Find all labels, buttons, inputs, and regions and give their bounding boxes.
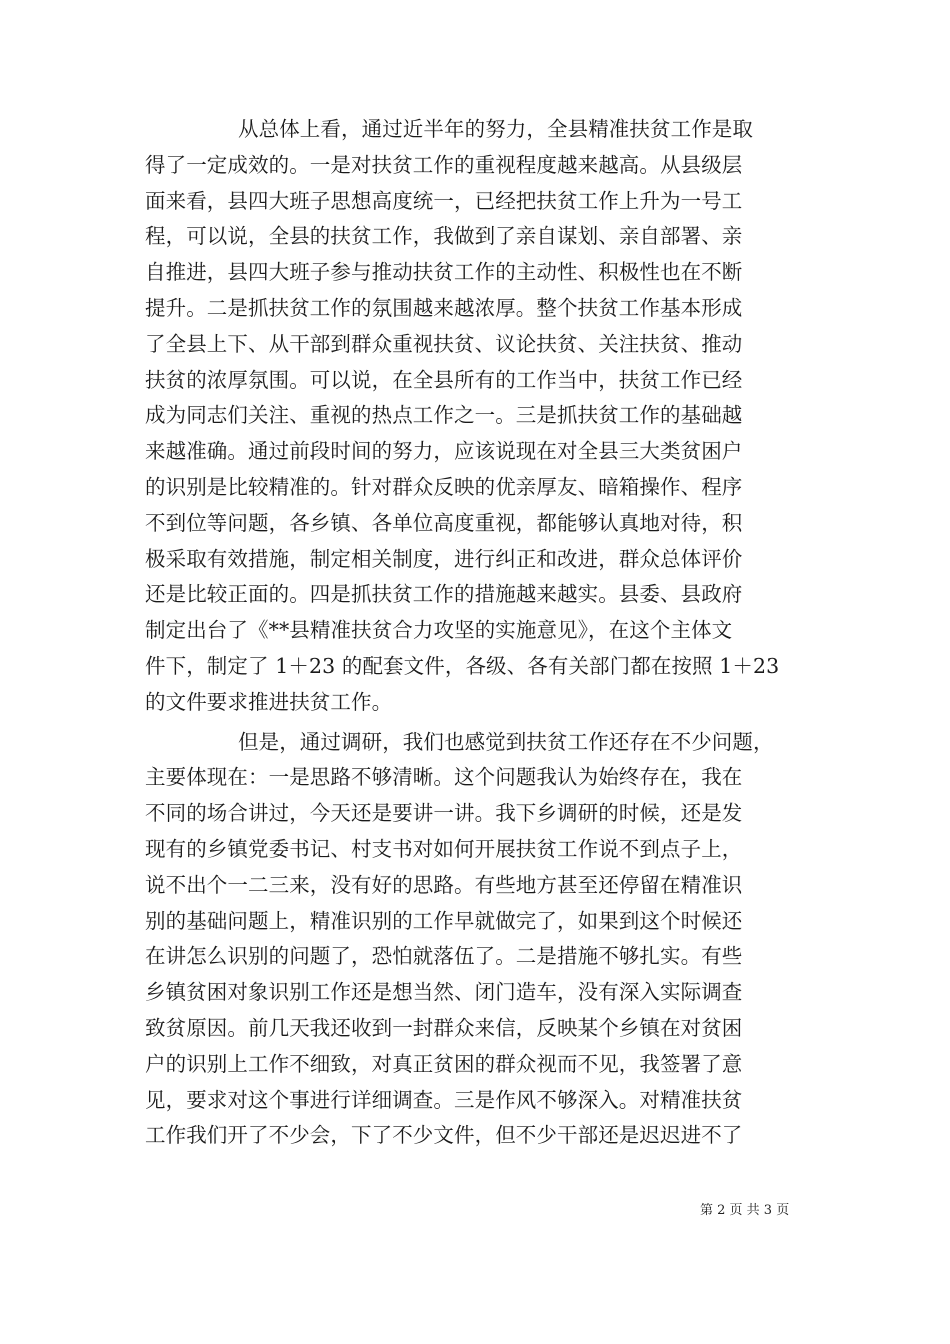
text-line: 的识别是比较精准的。针对群众反映的优亲厚友、暗箱操作、程序 — [145, 474, 743, 499]
text-line: 在讲怎么识别的问题了，恐怕就落伍了。二是措施不够扎实。有些 — [145, 944, 743, 969]
text-line: 得了一定成效的。一是对扶贫工作的重视程度越来越高。从县级层 — [145, 152, 743, 177]
text-line: 工作我们开了不少会，下了不少文件，但不少干部还是迟迟进不了 — [145, 1123, 743, 1148]
text-line: 但是，通过调研，我们也感觉到扶贫工作还存在不少问题， — [238, 729, 774, 754]
text-line: 不到位等问题，各乡镇、各单位高度重视，都能够认真地对待，积 — [145, 510, 743, 535]
text-line: 的文件要求推进扶贫工作。 — [145, 689, 393, 714]
page-number-footer: 第 2 页 共 3 页 — [700, 1203, 790, 1218]
text-line: 面来看，县四大班子思想高度统一，已经把扶贫工作上升为一号工 — [145, 188, 743, 213]
text-line: 自推进，县四大班子参与推动扶贫工作的主动性、积极性也在不断 — [145, 260, 743, 285]
text-line: 不同的场合讲过，今天还是要讲一讲。我下乡调研的时候，还是发 — [145, 801, 743, 826]
paragraph-2 — [145, 725, 810, 1155]
body-text — [145, 112, 810, 1154]
text-line: 提升。二是抓扶贫工作的氛围越来越浓厚。整个扶贫工作基本形成 — [145, 295, 743, 320]
text-line: 说不出个一二三来，没有好的思路。有些地方甚至还停留在精准识 — [145, 872, 743, 897]
text-line: 扶贫的浓厚氛围。可以说，在全县所有的工作当中，扶贫工作已经 — [145, 367, 743, 392]
text-line: 制定出台了《**县精准扶贫合力攻坚的实施意见》，在这个主体文 — [145, 618, 733, 643]
text-line: 还是比较正面的。四是抓扶贫工作的措施越来越实。县委、县政府 — [145, 582, 743, 607]
text-line: 成为同志们关注、重视的热点工作之一。三是抓扶贫工作的基础越 — [145, 403, 743, 428]
text-line: 户的识别上工作不细致，对真正贫困的群众视而不见，我签署了意 — [145, 1051, 743, 1076]
text-line: 致贫原因。前几天我还收到一封群众来信，反映某个乡镇在对贫困 — [145, 1015, 743, 1040]
text-line: 乡镇贫困对象识别工作还是想当然、闭门造车，没有深入实际调查 — [145, 980, 743, 1005]
text-line: 件下，制定了 1＋23 的配套文件，各级、各有关部门都在按照 1＋23 — [145, 653, 780, 678]
text-line: 见，要求对这个事进行详细调查。三是作风不够深入。对精准扶贫 — [145, 1087, 743, 1112]
text-line: 现有的乡镇党委书记、村支书对如何开展扶贫工作说不到点子上， — [145, 836, 743, 861]
text-line: 来越准确。通过前段时间的努力，应该说现在对全县三大类贫困户 — [145, 439, 743, 464]
text-line: 了全县上下、从干部到群众重视扶贫、议论扶贫、关注扶贫、推动 — [145, 331, 743, 356]
paragraph-1 — [145, 112, 810, 721]
text-line: 主要体现在：一是思路不够清晰。这个问题我认为始终存在，我在 — [145, 765, 743, 790]
text-line: 从总体上看，通过近半年的努力，全县精准扶贫工作是取 — [238, 117, 753, 141]
text-line: 程，可以说，全县的扶贫工作，我做到了亲自谋划、亲自部署、亲 — [145, 224, 743, 249]
text-line: 别的基础问题上，精准识别的工作早就做完了，如果到这个时候还 — [145, 908, 743, 933]
text-line: 极采取有效措施，制定相关制度，进行纠正和改进，群众总体评价 — [145, 546, 743, 571]
